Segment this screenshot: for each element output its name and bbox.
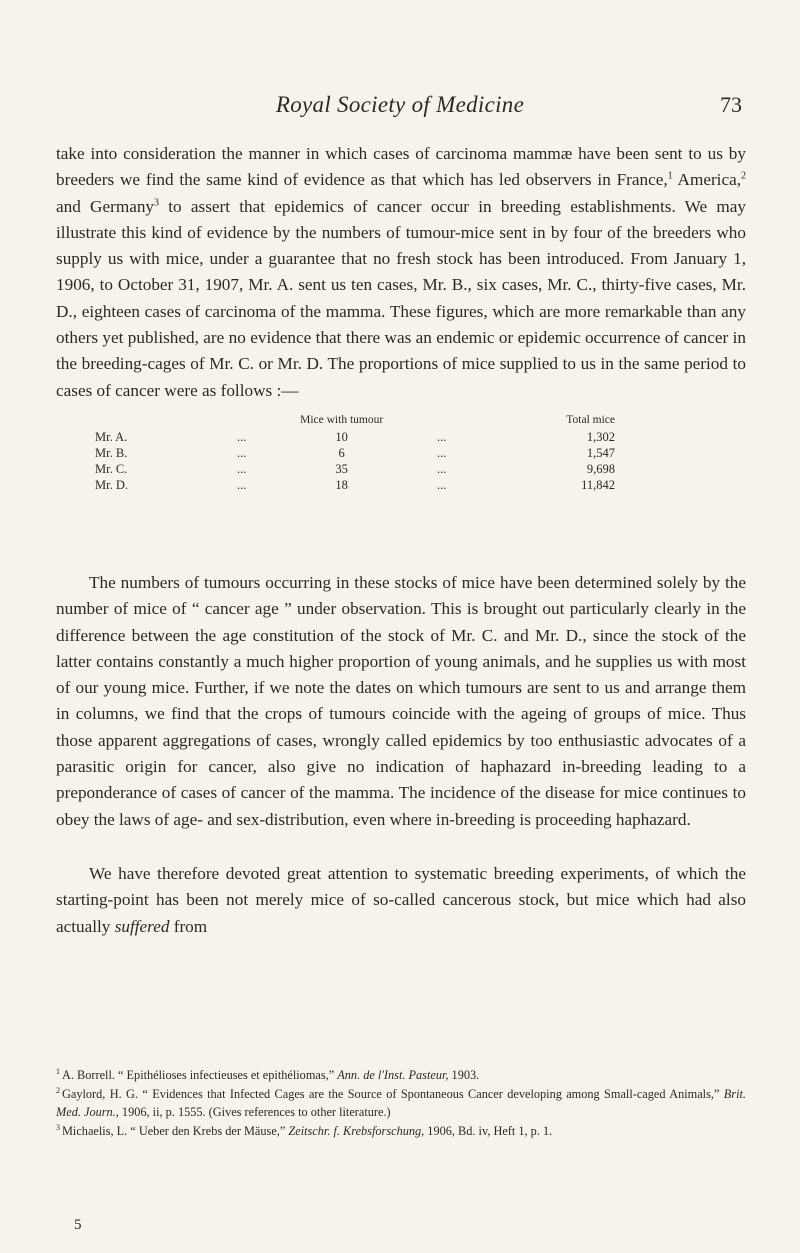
total-mice-value: 1,302 (586, 430, 615, 444)
breeder-name: Mr. A. (95, 430, 128, 444)
footnotes (56, 1066, 746, 1140)
footnote-1 (56, 1066, 746, 1084)
footnote-ref-1: 1 (667, 170, 673, 182)
footnote-mark: 1 (56, 1066, 60, 1076)
footnote-text: 1906, Bd. iv, Heft 1, p. 1. (424, 1124, 553, 1138)
mice-with-tumour-value: 18 (335, 478, 348, 492)
p3-italic: suffered (114, 916, 170, 936)
footnote-text: 1906, ii, p. 1555. (Gives references to other literature.) (118, 1105, 391, 1119)
header-blank (95, 414, 215, 429)
table-header-row (95, 414, 615, 429)
p1-text-b: America, (672, 170, 741, 190)
table-row (95, 477, 615, 493)
header-blank (215, 414, 268, 429)
leader-dots: ... (436, 446, 447, 460)
footnote-journal: Ann. de l'Inst. Pasteur, (337, 1068, 449, 1082)
p1-text-c: and Germany (56, 196, 155, 216)
mice-with-tumour-value: 10 (335, 430, 348, 444)
leader-dots: ... (236, 446, 247, 460)
footnote-text: A. Borrell. “ Epithélioses infectieuses et epithéliomas,” (62, 1068, 338, 1082)
leader-dots: ... (236, 430, 247, 444)
total-mice-value: 1,547 (586, 446, 615, 460)
footnote-3 (56, 1122, 746, 1140)
journal-title: Royal Society of Medicine (275, 92, 525, 117)
leader-dots: ... (436, 462, 447, 476)
paragraph-carcinoma-evidence (56, 141, 746, 404)
running-head (0, 92, 800, 122)
footnote-text: Michaelis, L. “ Ueber den Krebs der Mäuse,” (62, 1124, 289, 1138)
header-total-mice: Total mice (566, 414, 615, 426)
table-row (95, 461, 615, 477)
footnote-text: Gaylord, H. G. “ Evidences that Infected Cages are the Source of Spontaneous Cancer developing among Small-caged Animals,” (62, 1087, 724, 1101)
footnote-journal: Brit. Med. Journ., (56, 1087, 746, 1119)
leader-dots: ... (236, 478, 247, 492)
breeder-proportions-table (95, 414, 615, 493)
page-number: 73 (720, 92, 742, 117)
footnote-2 (56, 1085, 746, 1121)
header-blank (415, 414, 468, 429)
signature-mark: 5 (74, 1217, 82, 1233)
leader-dots: ... (236, 462, 247, 476)
total-mice-value: 11,842 (581, 478, 615, 492)
paragraph-breeding-experiments (56, 861, 746, 940)
leader-dots: ... (436, 478, 447, 492)
p1-text-d: to assert that epidemics of cancer occur in breeding establishments. We may illustrate this kind of evidence by the numbers of tumour-mice sent in by four of the breeders who supply us with mice, under a guarantee that no fresh stock has been introduced. From January 1, 1906, to October 31, 1907, Mr. A. sent us ten cases, Mr. B., six cases, Mr. C., thirty-five cases, Mr. D., eighteen cases of carcinoma of the mamma. These figures, which are more remarkable than any others yet published, are no evidence that there was an endemic or epidemic occurrence of cancer in the breeding-cages of Mr. C. or Mr. D. The proportions of mice supplied to us in the same period to cases of cancer were as follows :— (56, 196, 746, 400)
total-mice-value: 9,698 (586, 462, 615, 476)
footnote-text: 1903. (448, 1068, 480, 1082)
mice-with-tumour-value: 35 (335, 462, 348, 476)
p1-text-a: take into consideration the manner in which cases of carcinoma mammæ have been sent to us by breeders we find the same kind of evidence as that which has led observers in France, (56, 144, 746, 190)
breeder-name: Mr. B. (95, 446, 128, 460)
leader-dots: ... (436, 430, 447, 444)
header-mice-with-tumour: Mice with tumour (300, 414, 384, 426)
breeder-name: Mr. C. (95, 462, 128, 476)
p3-text-b: from (169, 916, 208, 936)
footnote-mark: 3 (56, 1122, 60, 1132)
table-row (95, 445, 615, 461)
paragraph-cancer-age: The numbers of tumours occurring in these stocks of mice have been determined solely by the number of mice of “ cancer age ” under observation. This is brought out particularly clearly in the difference between the age constitution of the stock of Mr. C. and Mr. D., since the stock of the latter contains constantly a much higher proportion of young animals, and he supplies us with most of our young mice. Further, if we note the dates on which tumours are sent to us and arrange them in columns, we find that the crops of tumours coincide with the ageing of groups of mice. Thus those apparent aggregations of cases, wrongly called epidemics by too enthusiastic advocates of a parasitic origin for cancer, also give no indication of haphazard in-breeding leading to a preponderance of cases of cancer of the mamma. The incidence of the disease for mice continues to obey the laws of age- and sex-distribution, even where in-breeding is proceeding haphazard. (56, 573, 746, 829)
footnote-journal: Zeitschr. f. Krebsforschung, (288, 1124, 425, 1138)
p3-text-a: We have therefore devoted great attention to systematic breeding experiments, of which the starting-point has been not merely mice of so-called cancerous stock, but mice which had also actually (56, 864, 746, 936)
table-row (95, 429, 615, 445)
footnote-ref-3: 3 (154, 196, 160, 208)
breeder-name: Mr. D. (95, 478, 128, 492)
footnote-ref-2: 2 (741, 170, 746, 182)
mice-with-tumour-value: 6 (338, 446, 345, 460)
footnote-mark: 2 (56, 1085, 60, 1095)
